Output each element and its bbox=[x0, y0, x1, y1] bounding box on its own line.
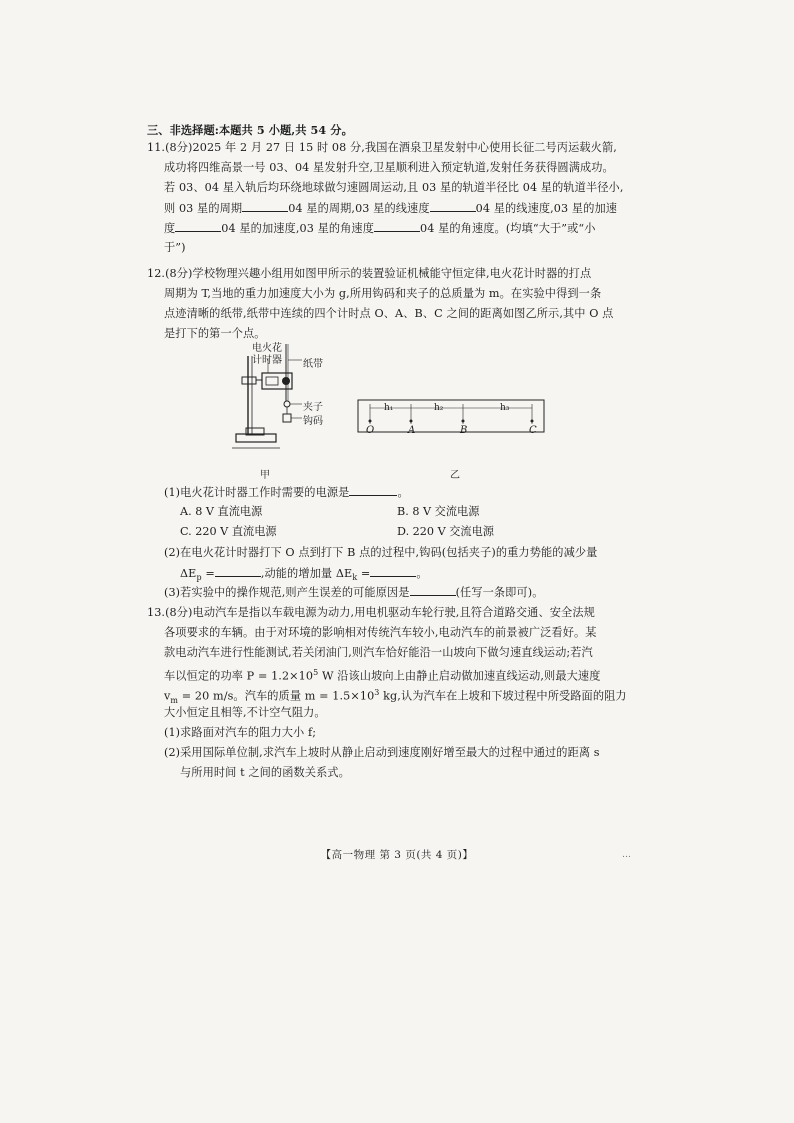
q11-line-5 bbox=[164, 220, 667, 237]
q13-line-3: 款电动汽车进行性能测试,若关闭油门,则汽车恰好能沿一山坡向下做匀速直线运动;若汽 bbox=[164, 646, 593, 659]
q12-text: ΔE bbox=[180, 567, 197, 580]
q13-text: = 20 m/s。汽车的质量 m = 1.5×10 bbox=[178, 689, 375, 703]
q11-line-3: 若 03、04 星入轨后均环绕地球做匀速圆周运动,且 03 星的轨道半径比 04 星的轨道半径小, bbox=[164, 181, 624, 194]
q11-text: 04 星的加速度,03 星的角速度 bbox=[221, 222, 375, 235]
point-label-O: O bbox=[366, 425, 375, 436]
q12-line-2: 周期为 T,当地的重力加速度大小为 g,所用钩码和夹子的总质量为 m。在实验中得到一条 bbox=[164, 287, 602, 300]
q13-text: m bbox=[170, 695, 179, 705]
q11-line-6: 于”) bbox=[164, 241, 186, 254]
q12-text: 。 bbox=[416, 567, 428, 580]
answer-blank-potential-energy[interactable] bbox=[215, 565, 261, 577]
q11-line-2: 成功将四维高景一号 03、04 星发射升空,卫星顺利进入预定轨道,发射任务获得圆满成功。 bbox=[164, 161, 614, 174]
label-timer-1: 电火花 bbox=[252, 343, 282, 354]
q12-part-1 bbox=[164, 484, 684, 501]
option-d[interactable]: D. 220 V 交流电源 bbox=[397, 525, 494, 538]
q13-text: kg,认为汽车在上坡和下坡过程中所受路面的阻力 bbox=[379, 689, 627, 703]
q12-text: (1)电火花计时器工作时需要的电源是 bbox=[164, 486, 350, 499]
answer-blank-velocity[interactable] bbox=[430, 200, 476, 212]
label-tape: 纸带 bbox=[303, 359, 323, 370]
label-timer-2: 计时器 bbox=[252, 355, 282, 366]
q12-line-3: 点迹清晰的纸带,纸带中连续的四个计时点 O、A、B、C 之间的距离如图乙所示,其中 O 点 bbox=[164, 307, 614, 320]
answer-blank-period[interactable] bbox=[242, 200, 288, 212]
q11-line-4 bbox=[164, 200, 667, 217]
point-label-C: C bbox=[529, 425, 537, 436]
q12-text: ,动能的增加量 ΔE bbox=[260, 567, 353, 580]
q12-text: 。 bbox=[397, 486, 409, 499]
caption-fig-a: 甲 bbox=[260, 470, 270, 481]
q13-line-4 bbox=[164, 665, 667, 685]
answer-blank-error-reason[interactable] bbox=[410, 584, 456, 596]
q13-text: v bbox=[164, 689, 171, 703]
option-b[interactable]: B. 8 V 交流电源 bbox=[397, 505, 480, 518]
q12-line-1: 12.(8分)学校物理兴趣小组用如图甲所示的装置验证机械能守恒定律,电火花计时器的打点 bbox=[147, 267, 592, 280]
q11-line-1: 11.(8分)2025 年 2 月 27 日 15 时 08 分,我国在酒泉卫星发射中心使用长征二号丙运载火箭, bbox=[147, 141, 617, 154]
q13-line-2: 各项要求的车辆。由于对环境的影响相对传统汽车较小,电动汽车的前景被广泛看好。某 bbox=[164, 626, 597, 639]
option-a[interactable]: A. 8 V 直流电源 bbox=[180, 505, 263, 518]
answer-blank-acceleration[interactable] bbox=[175, 220, 221, 232]
q13-text: 5 bbox=[313, 668, 319, 677]
q11-text: 04 星的角速度。(均填“大于”或“小 bbox=[420, 222, 596, 235]
q13-part-1: (1)求路面对汽车的阻力大小 f; bbox=[164, 726, 317, 739]
q13-text: 3 bbox=[374, 688, 380, 697]
q12-text: = bbox=[357, 567, 371, 580]
q11-text: 04 星的周期,03 星的线速度 bbox=[288, 202, 430, 215]
q11-text: 则 03 星的周期 bbox=[164, 202, 243, 215]
caption-fig-b: 乙 bbox=[450, 470, 460, 481]
point-label-B: B bbox=[460, 425, 468, 436]
q12-line-4: 是打下的第一个点。 bbox=[164, 327, 266, 340]
section-header: 三、非选择题:本题共 5 小题,共 54 分。 bbox=[147, 123, 353, 137]
q13-line-6: 大小恒定且相等,不计空气阻力。 bbox=[164, 706, 326, 719]
label-clip: 夹子 bbox=[303, 402, 323, 413]
corner-mark: … bbox=[622, 850, 631, 860]
point-label-A: A bbox=[408, 425, 416, 436]
span-label-h1: h₁ bbox=[384, 403, 394, 413]
label-weight: 钩码 bbox=[303, 416, 323, 427]
answer-blank-kinetic-energy[interactable] bbox=[370, 565, 416, 577]
q12-text: (3)若实验中的操作规范,则产生误差的可能原因是 bbox=[164, 586, 410, 599]
answer-blank-angular-velocity[interactable] bbox=[374, 220, 420, 232]
span-label-h2: h₂ bbox=[434, 403, 444, 413]
span-label-h3: h₃ bbox=[500, 403, 510, 413]
q12-text: p bbox=[196, 573, 202, 583]
q12-part-2-line-1: (2)在电火花计时器打下 O 点到打下 B 点的过程中,钩码(包括夹子)的重力势能的减少量 bbox=[164, 546, 598, 559]
page-footer: 【高一物理 第 3 页(共 4 页)】 bbox=[320, 849, 474, 861]
q13-part-2-line-1: (2)采用国际单位制,求汽车上坡时从静止启动到速度刚好增至最大的过程中通过的距离 s bbox=[164, 746, 600, 759]
q12-text: (任写一条即可)。 bbox=[455, 586, 544, 599]
q11-text: 04 星的线速度,03 星的加速 bbox=[475, 202, 618, 215]
q13-text: W 沿该山坡向上由静止启动做加速直线运动,则最大速度 bbox=[318, 669, 601, 683]
q13-part-2-line-2: 与所用时间 t 之间的函数关系式。 bbox=[180, 766, 350, 779]
option-c[interactable]: C. 220 V 直流电源 bbox=[180, 525, 277, 538]
q11-text: 度 bbox=[164, 222, 176, 235]
answer-blank-power-source[interactable] bbox=[349, 484, 397, 496]
q12-text: = bbox=[201, 567, 215, 580]
q13-line-1: 13.(8分)电动汽车是指以车载电源为动力,用电机驱动车轮行驶,且符合道路交通、安全法规 bbox=[147, 606, 595, 619]
q13-text: 车以恒定的功率 P = 1.2×10 bbox=[164, 669, 314, 683]
q12-part-3 bbox=[164, 584, 684, 601]
q12-text: k bbox=[352, 573, 358, 583]
